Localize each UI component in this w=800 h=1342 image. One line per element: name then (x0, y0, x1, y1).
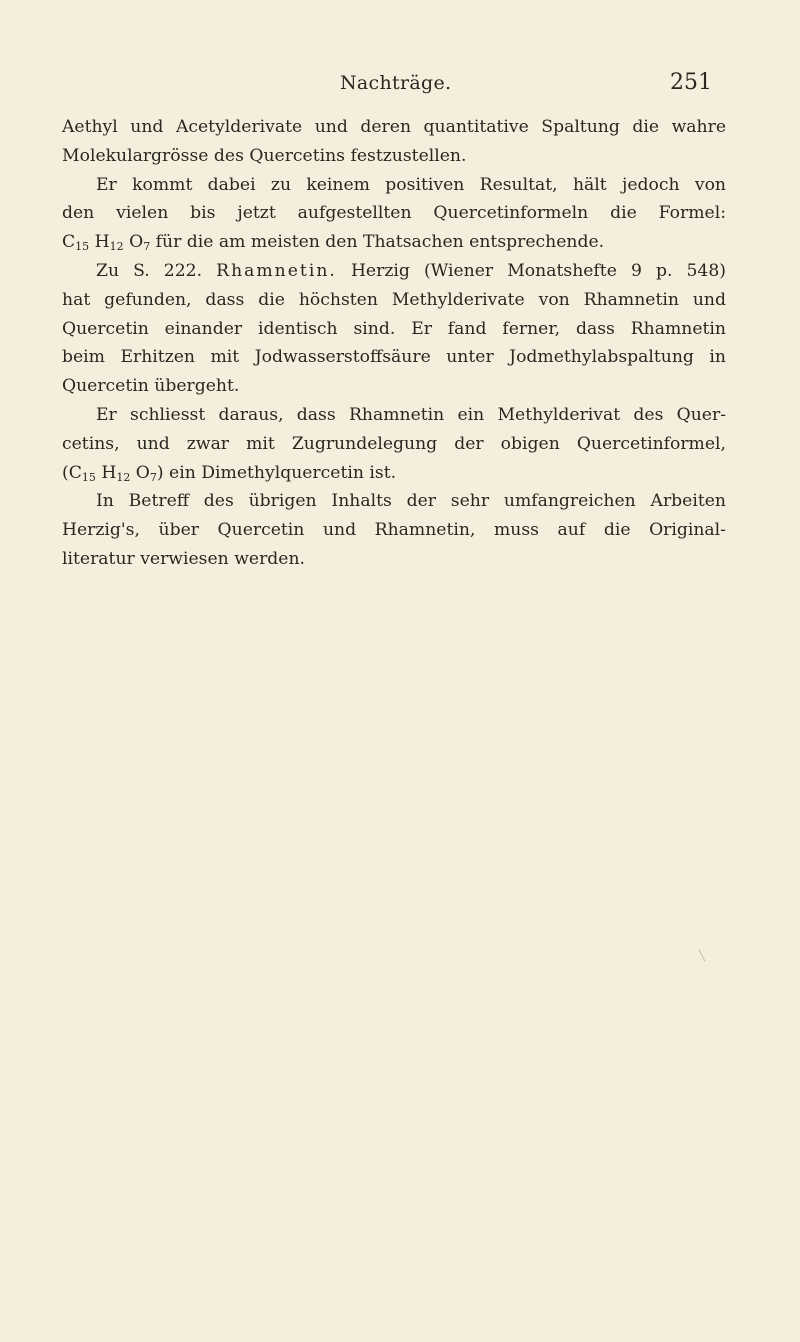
section-reference: Zu S. 222. (96, 260, 203, 281)
text-fragment: ) ein Dimethylquercetin ist. (156, 462, 397, 483)
text-line: cetins, und zwar mit Zugrundelegung der obigen Quercetinformel, (62, 433, 726, 454)
body-text (62, 113, 726, 574)
formula-subscript: 15 (75, 240, 90, 254)
text-line: Er schliesst daraus, dass Rhamnetin ein Methylderivat des Quer- (96, 404, 726, 425)
formula-subscript: 12 (109, 240, 124, 254)
text-line: Herzig's, über Quercetin und Rhamnetin, muss auf die Original- (62, 520, 726, 541)
section-line (62, 257, 726, 286)
text-fragment: für die am meisten den Thatsachen entsprechende. (155, 232, 605, 253)
formula-subscript: 12 (116, 470, 131, 484)
formula-element: (C (62, 462, 82, 483)
formula-subscript: 7 (143, 240, 151, 254)
text-fragment: Herzig (Wiener Monatshefte 9 p. 548) (350, 260, 726, 281)
text-line: Quercetin übergeht. (62, 376, 240, 397)
text-line: Aethyl und Acetylderivate und deren quantitative Spaltung die wahre (62, 117, 726, 137)
paper-speck: ╲ (699, 951, 706, 962)
text-line: Er kommt dabei zu keinem positiven Resultat, hält jedoch von (96, 174, 726, 195)
page-number: 251 (670, 70, 712, 95)
text-line: In Betreff des übrigen Inhalts der sehr umfangreichen Arbeiten (96, 491, 726, 512)
section-heading: Rhamnetin. (216, 260, 337, 281)
formula-subscript: 15 (81, 470, 96, 484)
formula-subscript: 7 (149, 470, 157, 484)
text-line: Quercetin einander identisch sind. Er fand ferner, dass Rhamnetin (62, 318, 726, 339)
text-line: hat gefunden, dass die höchsten Methylderivate von Rhamnetin und (62, 289, 726, 310)
text-line: Molekulargrösse des Quercetins festzustellen. (62, 145, 467, 166)
formula-element: H (101, 462, 117, 483)
page-header (0, 70, 800, 100)
text-line: den vielen bis jetzt aufgestellten Quercetinformeln die Formel: (62, 203, 726, 224)
running-title: Nachträge. (340, 72, 452, 94)
formula-element: H (94, 232, 110, 253)
text-line: literatur verwiesen werden. (62, 548, 306, 569)
formula-line (62, 459, 726, 488)
formula-line (62, 228, 726, 257)
formula-element: O (135, 462, 150, 483)
formula-element: O (129, 232, 144, 253)
text-line: beim Erhitzen mit Jodwasserstoffsäure unter Jodmethylabspaltung in (62, 347, 726, 368)
formula-element: C (62, 232, 76, 253)
